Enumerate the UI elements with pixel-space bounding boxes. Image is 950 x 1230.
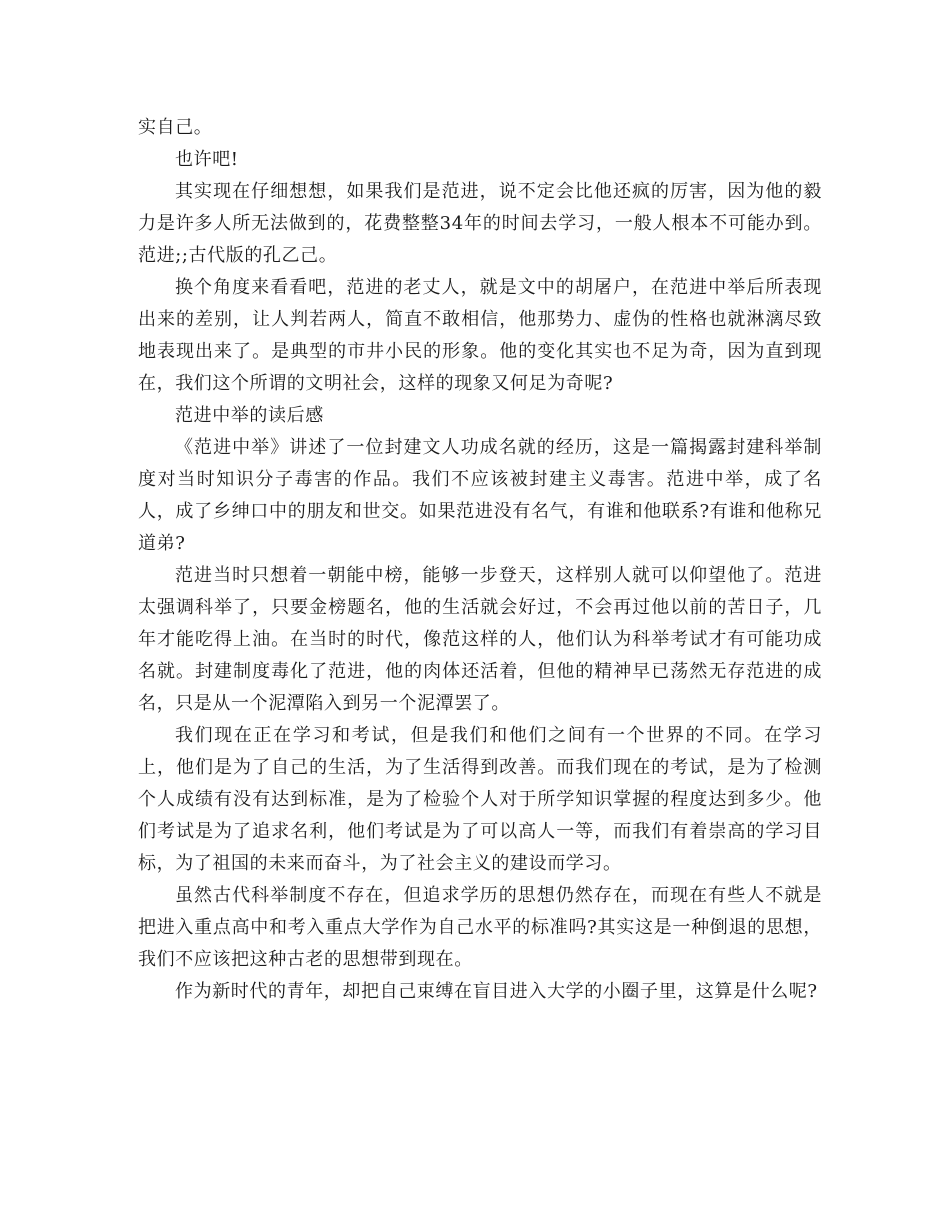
document-body <box>138 112 822 1008</box>
paragraph: 实自己。 <box>138 117 213 138</box>
paragraph: 虽然古代科举制度不存在，但追求学历的思想仍然存在，而现在有些人不就是把进入重点高中和考入重点大学作为自己水平的标准吗?其实这是一种倒退的思想，我们不应该把这种古老的思想带到现在。 <box>138 885 822 970</box>
paragraph: 其实现在仔细想想，如果我们是范进，说不定会比他还疯的厉害，因为他的毅力是许多人所无法做到的，花费整整34年的时间去学习，一般人根本不可能办到。范进;;古代版的孔乙己。 <box>138 181 822 266</box>
paragraph: 范进当时只想着一朝能中榜，能够一步登天，这样别人就可以仰望他了。范进太强调科举了，只要金榜题名，他的生活就会好过，不会再过他以前的苦日子，几年才能吃得上油。在当时的时代，像范这样的人，他们认为科举考试才有可能功成名就。封建制度毒化了范进，他的肉体还活着，但他的精神早已荡然无存范进的成名，只是从一个泥潭陷入到另一个泥潭罢了。 <box>138 565 822 714</box>
section-heading: 范进中举的读后感 <box>175 405 324 426</box>
paragraph: 也许吧! <box>175 149 239 170</box>
paragraph: 换个角度来看看吧，范进的老丈人，就是文中的胡屠户，在范进中举后所表现出来的差别，让人判若两人，简直不敢相信，他那势力、虚伪的性格也就淋漓尽致地表现出来了。是典型的市井小民的形象。他的变化其实也不足为奇，因为直到现在，我们这个所谓的文明社会，这样的现象又何足为奇呢? <box>138 277 822 394</box>
paragraph: 我们现在正在学习和考试，但是我们和他们之间有一个世界的不同。在学习上，他们是为了自己的生活，为了生活得到改善。而我们现在的考试，是为了检测个人成绩有没有达到标准，是为了检验个人对于所学知识掌握的程度达到多少。他们考试是为了追求名利，他们考试是为了可以高人一等，而我们有着崇高的学习目标，为了祖国的未来而奋斗，为了社会主义的建设而学习。 <box>138 725 822 874</box>
paragraph: 《范进中举》讲述了一位封建文人功成名就的经历，这是一篇揭露封建科举制度对当时知识分子毒害的作品。我们不应该被封建主义毒害。范进中举，成了名人，成了乡绅口中的朋友和世交。如果范进没有名气，有谁和他联系?有谁和他称兄道弟? <box>138 437 822 554</box>
paragraph: 作为新时代的青年，却把自己束缚在盲目进入大学的小圈子里，这算是什么呢? <box>175 981 818 1002</box>
